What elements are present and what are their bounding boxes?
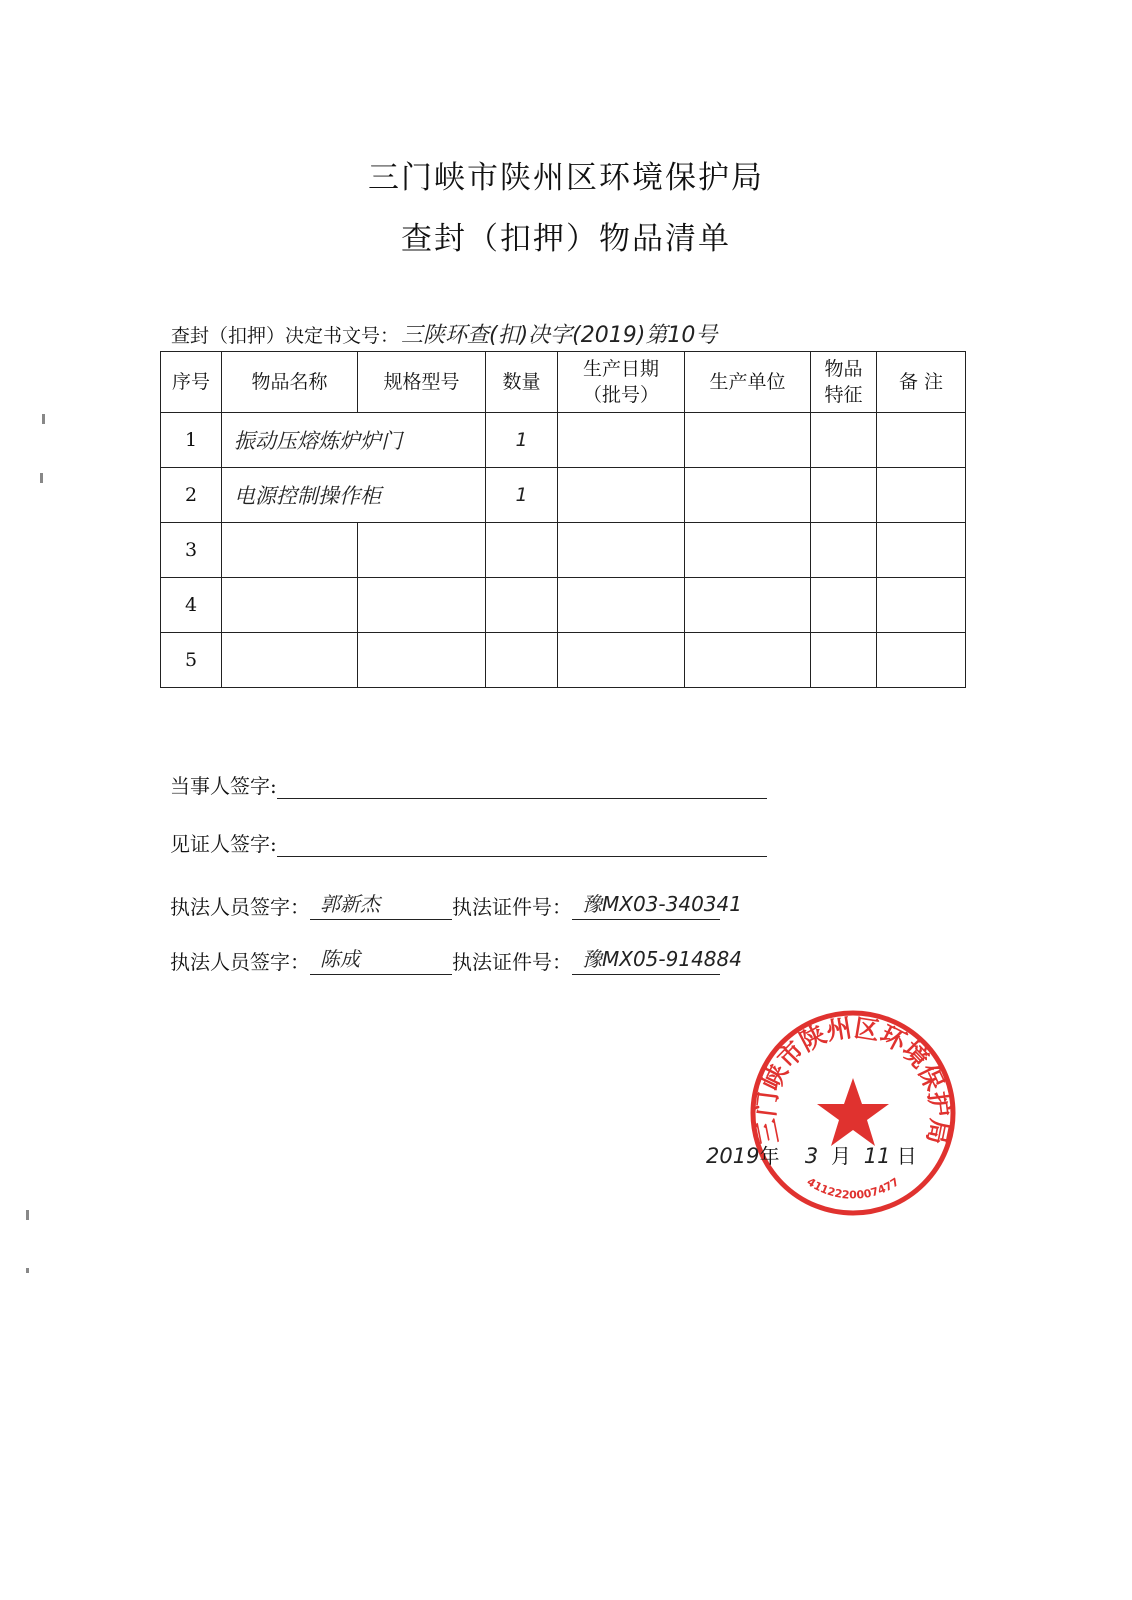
cell-feature	[811, 413, 877, 468]
cert-number-value: 豫MX03-340341	[582, 892, 742, 916]
col-header-production-date	[558, 352, 685, 413]
seal-text: 三门峡市陕州区环境保护局	[751, 1013, 955, 1147]
date-year-unit: 年	[759, 1144, 780, 1168]
col-header-feature-line2: 特征	[824, 384, 863, 406]
date-month-unit: 月	[830, 1144, 851, 1168]
date-line	[706, 1140, 917, 1169]
date-day-unit: 日	[896, 1144, 917, 1168]
table-row	[161, 578, 966, 633]
party-signature-label: 当事人签字:	[170, 774, 277, 798]
table-header-row	[161, 352, 966, 413]
table-row	[161, 633, 966, 688]
col-header-production-date-line1: 生产日期	[582, 358, 659, 380]
cert-number-field	[572, 947, 742, 975]
org-title: 三门峡市陕州区环境保护局	[368, 160, 764, 196]
officer-signature-line	[170, 891, 742, 920]
date-day: 11	[863, 1144, 891, 1168]
party-signature-field	[277, 774, 767, 799]
cell-qty: 1	[486, 413, 558, 468]
cell-name: 振动压熔炼炉炉门	[222, 413, 486, 468]
table-row	[161, 468, 966, 523]
cell-name	[222, 578, 358, 633]
cell-date	[558, 633, 685, 688]
scan-mark	[26, 1268, 29, 1273]
cell-maker	[685, 523, 811, 578]
cell-no: 3	[161, 523, 222, 578]
cell-qty	[486, 633, 558, 688]
officer-signature-field	[310, 892, 452, 920]
cert-number-label: 执法证件号：	[452, 950, 572, 974]
cell-note	[877, 523, 966, 578]
date-year: 2019	[706, 1144, 760, 1168]
date-month: 3	[804, 1144, 819, 1168]
scan-mark	[26, 1210, 29, 1220]
officer-signature-field	[310, 947, 452, 975]
cell-maker	[685, 413, 811, 468]
decision-number-label: 查封（扣押）决定书文号：	[171, 325, 400, 347]
cell-qty: 1	[486, 468, 558, 523]
cell-spec	[358, 578, 486, 633]
cert-number-field	[572, 892, 742, 920]
table-row	[161, 413, 966, 468]
cell-note	[877, 578, 966, 633]
cell-note	[877, 468, 966, 523]
cert-number-value: 豫MX05-914884	[582, 947, 742, 971]
cell-date	[558, 468, 685, 523]
witness-signature-label: 见证人签字:	[170, 832, 277, 856]
document-title: 查封（扣押）物品清单	[401, 221, 731, 257]
col-header-no: 序号	[161, 352, 222, 413]
officer-signature: 陈成	[320, 947, 360, 971]
cell-date	[558, 523, 685, 578]
cell-name: 电源控制操作柜	[222, 468, 486, 523]
cell-maker	[685, 468, 811, 523]
cell-spec	[358, 633, 486, 688]
decision-number-value: 三陕环查(扣)决字(2019)第10号	[401, 323, 718, 348]
cell-feature	[811, 523, 877, 578]
scan-mark	[42, 414, 45, 424]
seal-star-icon	[817, 1078, 889, 1146]
col-header-name: 物品名称	[222, 352, 358, 413]
witness-signature-line	[170, 828, 767, 857]
scan-mark	[40, 473, 43, 483]
cell-note	[877, 633, 966, 688]
cell-qty	[486, 523, 558, 578]
cell-maker	[685, 578, 811, 633]
officer-signature-label: 执法人员签字：	[170, 895, 310, 919]
col-header-spec: 规格型号	[358, 352, 486, 413]
cell-feature	[811, 633, 877, 688]
cell-feature	[811, 578, 877, 633]
seal-code: 4112220007477	[804, 1175, 902, 1202]
cell-name	[222, 633, 358, 688]
cell-name	[222, 523, 358, 578]
cell-date	[558, 578, 685, 633]
cell-spec	[358, 523, 486, 578]
col-header-maker: 生产单位	[685, 352, 811, 413]
officer-signature: 郭新杰	[320, 892, 380, 916]
cert-number-label: 执法证件号：	[452, 895, 572, 919]
col-header-note: 备 注	[877, 352, 966, 413]
cell-no: 1	[161, 413, 222, 468]
col-header-production-date-line2: （批号）	[582, 384, 659, 406]
cell-qty	[486, 578, 558, 633]
witness-signature-field	[277, 832, 767, 857]
items-table	[160, 351, 966, 688]
party-signature-line	[170, 770, 767, 799]
col-header-feature-line1: 物品	[824, 358, 863, 380]
decision-number-line	[171, 318, 717, 349]
col-header-qty: 数量	[486, 352, 558, 413]
col-header-feature	[811, 352, 877, 413]
cell-feature	[811, 468, 877, 523]
cell-note	[877, 413, 966, 468]
officer-signature-line	[170, 946, 742, 975]
cell-no: 4	[161, 578, 222, 633]
cell-no: 5	[161, 633, 222, 688]
official-seal	[748, 1008, 958, 1218]
table-row	[161, 523, 966, 578]
officer-signature-label: 执法人员签字：	[170, 950, 310, 974]
cell-no: 2	[161, 468, 222, 523]
cell-maker	[685, 633, 811, 688]
cell-date	[558, 413, 685, 468]
